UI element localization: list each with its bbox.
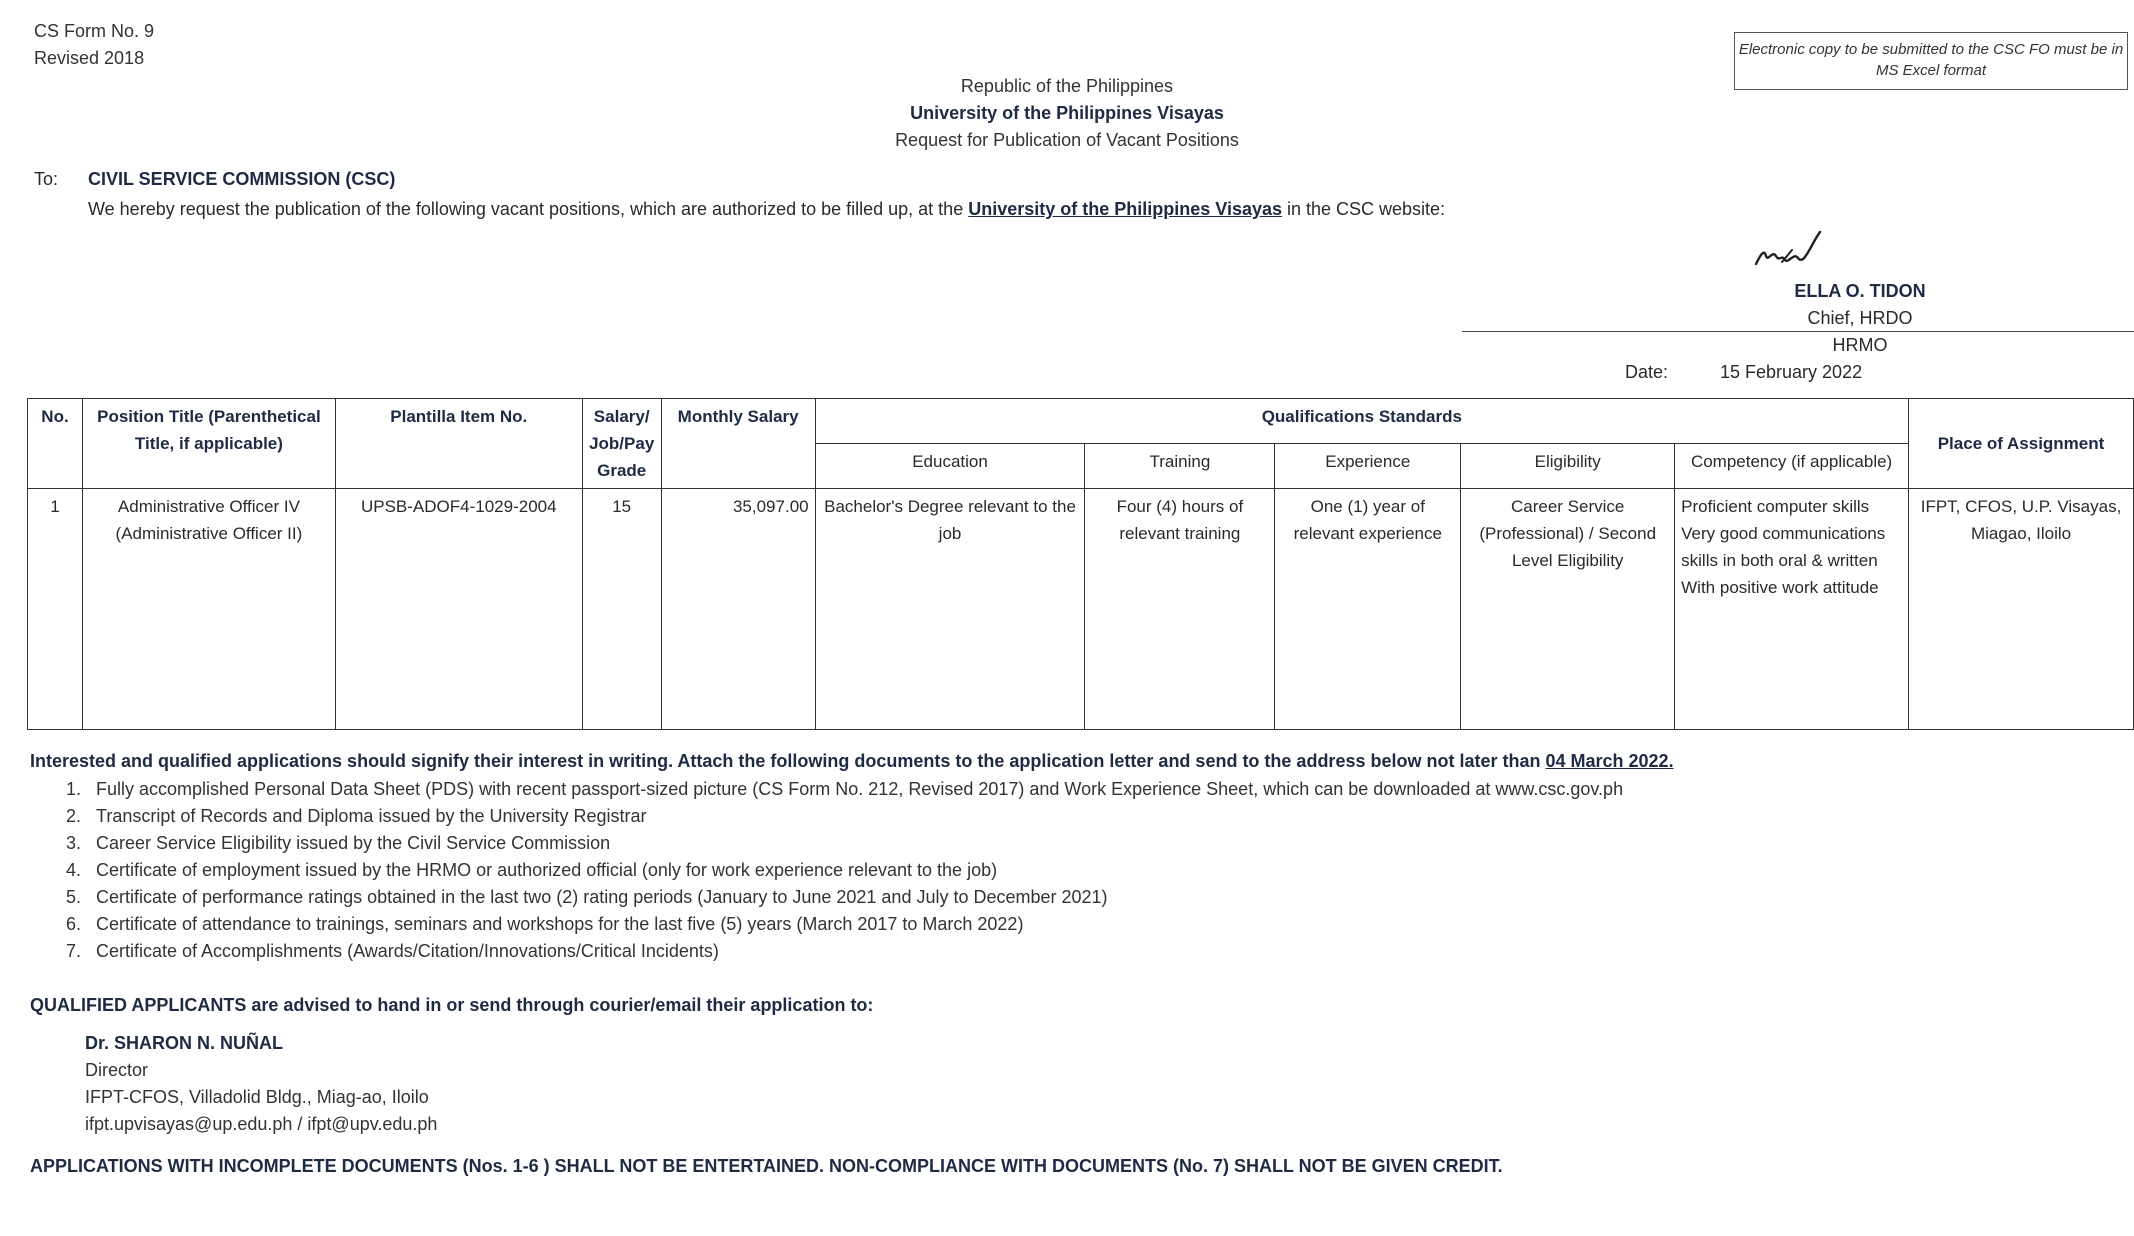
deadline-date: 04 March 2022.	[1545, 751, 1674, 771]
contact-name: Dr. SHARON N. NUÑAL	[85, 1033, 284, 1053]
header-monthly-salary: Monthly Salary	[661, 399, 815, 489]
header-education: Education	[815, 444, 1085, 489]
signatory-office: HRMO	[1832, 335, 1888, 355]
electronic-copy-note: Electronic copy to be submitted to the CSC FO must be in MS Excel format	[1734, 32, 2128, 90]
competency-item: Very good communications skills in both oral & written	[1681, 524, 1886, 570]
signatory-name: ELLA O. TIDON	[1794, 281, 1926, 301]
header-no: No.	[28, 399, 83, 489]
request-statement	[88, 199, 1445, 220]
header-salary-grade: Salary/ Job/Pay Grade	[582, 399, 661, 489]
cell-experience: One (1) year of relevant experience	[1275, 489, 1461, 730]
header-place: Place of Assignment	[1909, 399, 2134, 489]
header-eligibility: Eligibility	[1461, 444, 1675, 489]
date-label: Date:	[1625, 362, 1669, 382]
header-republic: Republic of the Philippines	[960, 76, 1174, 96]
table-header-row	[28, 399, 2134, 444]
cell-monthly-salary: 35,097.00	[661, 489, 815, 730]
request-text-end: in the CSC website:	[1282, 199, 1446, 219]
header-experience: Experience	[1275, 444, 1461, 489]
vacant-positions-table	[27, 398, 2134, 730]
competency-item: With positive work attitude	[1681, 578, 1879, 597]
header-training: Training	[1085, 444, 1275, 489]
cell-plantilla: UPSB-ADOF4-1029-2004	[335, 489, 582, 730]
list-item: 6. Certificate of attendance to trainings, seminars and workshops for the last five (5) years (March 2017 to March 2022)	[86, 911, 1623, 938]
cell-education: Bachelor's Degree relevant to the job	[815, 489, 1085, 730]
form-number: CS Form No. 9	[34, 21, 155, 41]
addressee-name: CIVIL SERVICE COMMISSION (CSC)	[88, 169, 396, 189]
cell-place: IFPT, CFOS, U.P. Visayas, Miagao, Iloilo	[1909, 489, 2134, 730]
cell-eligibility: Career Service (Professional) / Second Level Eligibility	[1461, 489, 1675, 730]
form-revision: Revised 2018	[34, 48, 145, 68]
header-qualifications: Qualifications Standards	[815, 399, 1908, 444]
date-value: 15 February 2022	[1720, 362, 1863, 382]
cell-position-title: Administrative Officer IV (Administrative Officer II)	[82, 489, 335, 730]
header-competency: Competency (if applicable)	[1675, 444, 1909, 489]
contact-email: ifpt.upvisayas@up.edu.ph / ifpt@upv.edu.ph	[85, 1114, 438, 1134]
instructions-intro-text: Interested and qualified applications should signify their interest in writing. Attach the following documents to the application letter and send to the address below not later than	[30, 751, 1546, 771]
header-plantilla: Plantilla Item No.	[335, 399, 582, 489]
table-row	[28, 489, 2134, 730]
list-item: 4. Certificate of employment issued by the HRMO or authorized official (only for work experience relevant to the job)	[86, 857, 1623, 884]
request-text-start: We hereby request the publication of the following vacant positions, which are authorized to be filled up, at the	[88, 199, 969, 219]
requirements-list	[48, 776, 1623, 965]
header-subject: Request for Publication of Vacant Positions	[895, 130, 1239, 150]
cell-training: Four (4) hours of relevant training	[1085, 489, 1275, 730]
cell-salary-grade: 15	[582, 489, 661, 730]
list-item: 1. Fully accomplished Personal Data Sheet (PDS) with recent passport-sized picture (CS Form No. 212, Revised 2017) and Work Experience Sheet, which can be downloaded at www.csc.gov.ph	[86, 776, 1623, 803]
signature-line	[1462, 331, 2134, 332]
contact-location: IFPT-CFOS, Villadolid Bldg., Miag-ao, Iloilo	[85, 1087, 429, 1107]
signature-mark	[1752, 226, 1824, 270]
header-university: University of the Philippines Visayas	[910, 103, 1224, 123]
header-position-title: Position Title (Parenthetical Title, if applicable)	[82, 399, 335, 489]
cell-no: 1	[28, 489, 83, 730]
qualified-applicants-note: QUALIFIED APPLICANTS are advised to hand in or send through courier/email their application to:	[30, 995, 874, 1015]
list-item: 2. Transcript of Records and Diploma issued by the University Registrar	[86, 803, 1623, 830]
footer-warning: APPLICATIONS WITH INCOMPLETE DOCUMENTS (Nos. 1-6 ) SHALL NOT BE ENTERTAINED. NON-COMPLIANCE WITH DOCUMENTS (No. 7) SHALL NOT BE GIVEN CREDIT.	[30, 1156, 1503, 1176]
to-label: To:	[34, 169, 59, 189]
list-item: 7. Certificate of Accomplishments (Awards/Citation/Innovations/Critical Incidents)	[86, 938, 1623, 965]
instructions-intro	[30, 751, 1674, 772]
list-item: 5. Certificate of performance ratings obtained in the last two (2) rating periods (January to June 2021 and July to December 2021)	[86, 884, 1623, 911]
cell-competency	[1675, 489, 1909, 730]
request-university: University of the Philippines Visayas	[968, 199, 1282, 219]
contact-position: Director	[85, 1060, 149, 1080]
form-number-block	[34, 18, 154, 72]
signatory-title: Chief, HRDO	[1807, 308, 1913, 328]
competency-item: Proficient computer skills	[1681, 497, 1870, 516]
list-item: 3. Career Service Eligibility issued by the Civil Service Commission	[86, 830, 1623, 857]
